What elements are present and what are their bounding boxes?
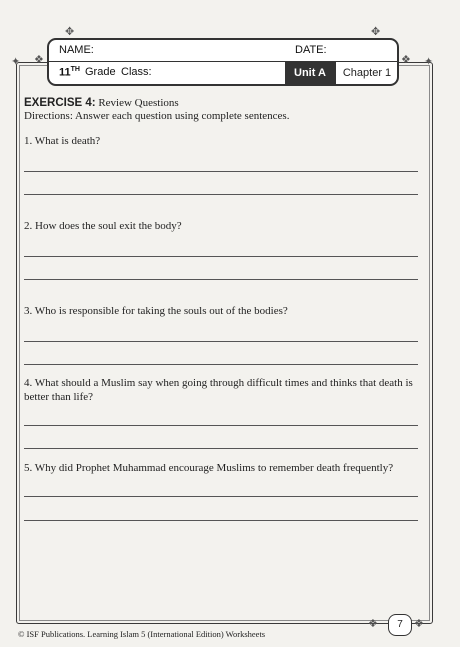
answer-line[interactable] — [24, 520, 418, 521]
header-row-name-date — [49, 40, 397, 62]
page-inner-border — [19, 65, 430, 621]
question-2: 2. How does the soul exit the body? — [24, 220, 182, 232]
grade-class-field — [49, 62, 285, 84]
answer-line[interactable] — [24, 194, 418, 195]
answer-line[interactable] — [24, 496, 418, 497]
chapter-label: Chapter 1 — [335, 62, 398, 84]
question-1: 1. What is death? — [24, 135, 101, 147]
answer-line[interactable] — [24, 279, 418, 280]
question-5: 5. Why did Prophet Muhammad encourage Muslims to remember death frequently? — [24, 462, 394, 474]
exercise-label: EXERCISE 4: — [24, 97, 96, 109]
answer-line[interactable] — [24, 425, 418, 426]
name-label: NAME: — [59, 44, 94, 56]
grade-number: 11 — [59, 66, 71, 79]
answer-line[interactable] — [24, 448, 418, 449]
answer-line[interactable] — [24, 341, 418, 342]
exercise-subtitle: Review Questions — [98, 97, 179, 109]
answer-line[interactable] — [24, 171, 418, 172]
corner-ornament-icon: ❖ — [401, 53, 411, 66]
answer-line[interactable] — [24, 256, 418, 257]
worksheet-header — [47, 38, 399, 86]
directions-text: Directions: Answer each question using complete sentences. — [24, 110, 290, 122]
corner-ornament-icon: ✥ — [371, 25, 381, 38]
header-row-grade — [49, 62, 397, 84]
exercise-title — [24, 97, 179, 109]
corner-ornament-icon: ✦ — [11, 55, 21, 68]
corner-ornament-icon: ✥ — [65, 25, 75, 38]
page-number: 7 — [388, 614, 412, 636]
corner-ornament-icon: ❖ — [414, 617, 424, 630]
question-4: 4. What should a Muslim say when going through difficult times and thinks that death is better than life? — [24, 377, 413, 403]
corner-ornament-icon: ❖ — [34, 53, 44, 66]
corner-ornament-icon: ❖ — [368, 617, 378, 630]
class-label: Class: — [121, 66, 152, 78]
copyright-footer: © ISF Publications. Learning Islam 5 (International Edition) Worksheets — [18, 629, 266, 639]
corner-ornament-icon: ✦ — [424, 55, 434, 68]
question-3: 3. Who is responsible for taking the souls out of the bodies? — [24, 305, 288, 317]
grade-word: Grade — [85, 66, 116, 78]
unit-badge: Unit A — [285, 62, 335, 84]
date-label: DATE: — [295, 44, 327, 56]
answer-line[interactable] — [24, 364, 418, 365]
grade-suffix: TH — [70, 66, 80, 73]
